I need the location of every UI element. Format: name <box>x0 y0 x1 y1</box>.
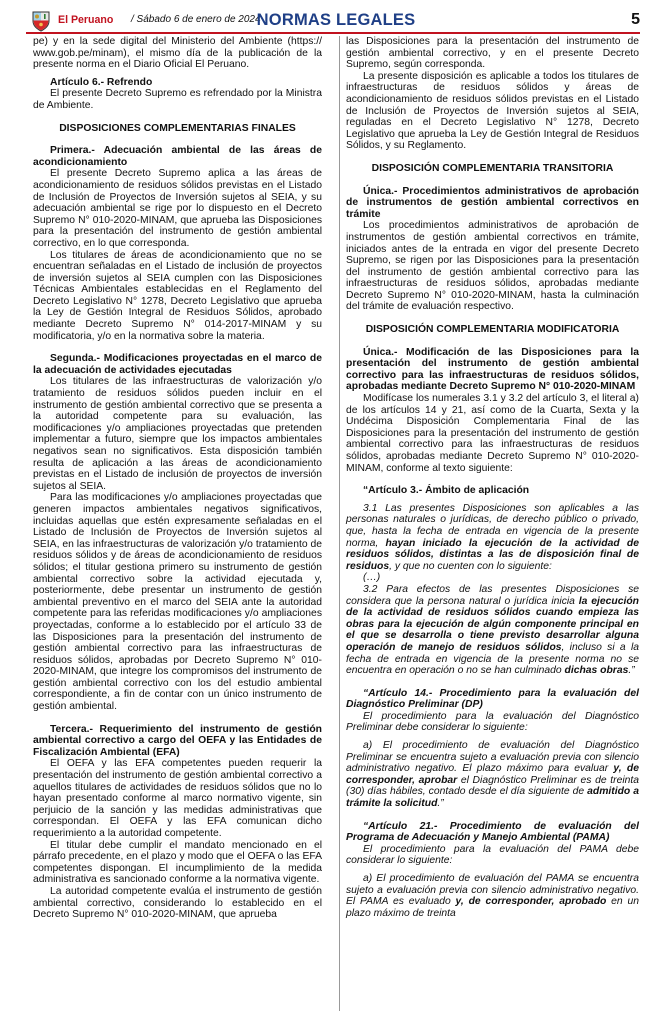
third-provision-p2: El titular debe cumplir el mandato mencionado en el párrafo precedente, en el plazo y modo que el OEFA o las EFA competentes dispongan. El incumplimiento de la medida administrativa es sancionado conforme a la normativa vigente. <box>33 839 322 886</box>
header-rule <box>26 32 640 34</box>
third-provision-p3: La autoridad competente evalúa el instrumento de gestión ambiental correctivo, considerando lo establecido en el Decreto Supremo N° 010-2020-MINAM, que aprueba <box>33 885 322 921</box>
article-14-title: “Artículo 14.- Procedimiento para la evaluación del Diagnóstico Preliminar (DP) <box>346 687 639 711</box>
article-21-intro: El procedimiento para la evaluación del PAMA debe considerar lo siguiente: <box>346 843 639 867</box>
modifying-provision-heading: DISPOSICIÓN COMPLEMENTARIA MODIFICATORIA <box>365 324 620 336</box>
first-provision-p1: El presente Decreto Supremo aplica a las áreas de acondicionamiento de residuos sólidos previstas en el Listado de Inclusión de Proyectos de Inversión sujetos al SEIA, y su adecuación ambiental se rige por lo dispuesto en el Decreto Supremo N° 010-2020-MINAM, que aprueba las Disposiciones para la presentación del instrumento de gestión ambiental correctivo, en lo que corresponda. <box>33 168 322 249</box>
third-provision-title: Tercera.- Requerimiento del instrumento de gestión ambiental correctivo a cargo del OEFA y las Entidades de Fiscalización Ambiental (EFA) <box>33 723 322 758</box>
third-provision-p1: El OEFA y las EFA competentes pueden requerir la presentación del instrumento de gestión ambiental correctivo a aquellos titulares de actividades de residuos sólidos que no lo hayan presentado conforme al marco normativo vigente, sin perjuicio de la sanción y las medidas administrativas que correspondan. El OEFA y las EFA comunican dicho requerimiento a la autoridad competente. <box>33 758 322 839</box>
continued-paragraph-right: las Disposiciones para la presentación del instrumento de gestión ambiental correctivo, y en el presente Decreto Supremo, según corresponda. <box>346 36 639 71</box>
issue-date: / Sábado 6 de enero de 2024 <box>131 14 261 25</box>
left-column <box>33 36 322 921</box>
article-14-intro: El procedimiento para la evaluación del Diagnóstico Preliminar debe considerar lo siguiente: <box>346 710 639 734</box>
article-3-2: 3.2 Para efectos de las presentes Disposiciones se considera que la persona natural o jurídica inicia la ejecución de la actividad de residuos sólidos cuando empieza las obras para la ejecución de algún componente principal en el que se desarrolla o tiene previsto desarrollar alguna operación de manejo de residuos sólidos, incluso si a la fecha de entrada en vigencia de la presente norma no se encuentra en operación o no se han culminado dichas obras.” <box>346 583 640 677</box>
article-6-text: El presente Decreto Supremo es refrendado por la Ministra de Ambiente. <box>33 88 322 111</box>
transitory-single-title: Única.- Procedimientos administrativos de aprobación de instrumentos de gestión ambiental correctivos en trámite <box>346 185 639 220</box>
article-21-a: a) El procedimiento de evaluación del PAMA se encuentra sujeto a evaluación previa con silencio administrativo negativo. El PAMA es evaluado y, de corresponder, aprobado en un plazo máximo de treinta <box>346 873 640 919</box>
ellipsis: (…) <box>363 572 381 584</box>
page-header <box>30 9 642 31</box>
transitory-single-text: Los procedimientos administrativos de aprobación de instrumentos de gestión ambiental correctivos en trámite, iniciados antes de la entrada en vigor del presente Decreto Supremo, se rigen por las Disposiciones para la presentación del instrumento de gestión ambiental correctivo para las infraestructuras de residuos sólidos, aprobadas mediante Decreto Supremo N° 010-2020-MINAM, hasta la culminación del trámite de evaluación respectivo. <box>346 220 639 313</box>
second-provision-p2: Para las modificaciones y/o ampliaciones proyectadas que generen impactos ambientales negativos significativos, incluidas aquellas que estén expresamente señaladas en el Listado de Inclusión de Proyectos de Inversión sujetos al SEIA, en las infraestructuras de valorización y/o tratamiento de residuos sólidos y de áreas de acondicionamiento de residuos sólidos; el titular gestiona primero su instrumento de gestión ambiental correctivo sobre la actividad ejecutada y, posteriormente, debe presentar un instrumento de gestión ambiental preventivo en el marco del SEIA ante la autoridad competente para las referidas modificaciones y/o ampliaciones proyectadas, conforme a lo establecido por el artículo 33 de las Disposiciones para la presentación del instrumento de gestión ambiental correctivo para las infraestructuras de residuos sólidos, aprobadas por Decreto Supremo N° 010-2020-MINAM, que integre los compromisos del instrumento de gestión ambiental correctivo con los del estudio ambiental correspondiente, a fin de contar con un único instrumento de gestión ambiental. <box>33 492 322 713</box>
section-title: NORMAS LEGALES <box>256 11 416 29</box>
article-21-title: “Artículo 21.- Procedimiento de evaluación del Programa de Adecuación y Manejo Ambiental (PAMA) <box>346 820 639 844</box>
newspaper-brand: El Peruano <box>58 14 114 26</box>
modifying-single-text: Modifícase los numerales 3.1 y 3.2 del artículo 3, el literal a) de los artículos 14 y 21, así como de la Cuarta, Sexta y la Undécima Disposición Complementaria Final de las Disposiciones para la presentación del instrumento de gestión ambiental correctivo para las infraestructuras de residuos sólidos, aprobadas mediante Decreto Supremo N° 010-2020-MINAM, conforme al texto siguiente: <box>346 393 639 474</box>
article-3-1: 3.1 Las presentes Disposiciones son aplicables a las personas naturales o jurídicas, de derecho público o privado, que, hasta la fecha de entrada en vigencia de la presente norma, hayan iniciado la ejecución de la actividad de residuos sólidos, distintas a las de disposición final de residuos, y que no cuenten con lo siguiente: <box>346 502 639 572</box>
column-divider <box>339 36 340 1011</box>
article-3-title: “Artículo 3.- Ámbito de aplicación <box>363 485 530 497</box>
first-provision-title: Primera.- Adecuación ambiental de las áreas de acondicionamiento <box>33 145 322 168</box>
page-number: 5 <box>631 11 640 28</box>
second-provision-title: Segunda.- Modificaciones proyectadas en el marco de la adecuación de actividades ejecutadas <box>33 353 322 376</box>
final-provisions-heading: DISPOSICIONES COMPLEMENTARIAS FINALES <box>59 122 296 134</box>
article-14-a: a) El procedimiento de evaluación del Diagnóstico Preliminar se encuentra sujeto a evaluación previa con silencio administrativo negativo. El plazo máximo para evaluar y, de corresponder, aprobar el Diagnóstico Preliminar es de treinta (30) días hábiles, contado desde el día siguiente de admitido a trámite la solicitud.” <box>346 740 640 810</box>
article-6-title: Artículo 6.- Refrendo <box>50 76 153 88</box>
modifying-single-title: Única.- Modificación de las Disposiciones para la presentación del instrumento de gestión ambiental correctivo para las infraestructuras de residuos sólidos, aprobadas mediante Decreto Supremo N° 010-2020-MINAM <box>346 346 639 393</box>
transitory-provision-heading: DISPOSICIÓN COMPLEMENTARIA TRANSITORIA <box>371 162 614 174</box>
second-provision-p1: Los titulares de las infraestructuras de valorización y/o tratamiento de residuos sólidos pueden incluir en el instrumento de gestión ambiental correctivo que se presenta a la autoridad competente para su evaluación, las modificaciones y/o ampliaciones proyectadas que pretenden implementar a futuro, siempre que los impactos ambientales negativos sean no significativos. Esta disposición también resulta de aplicación a las áreas de acondicionamiento previstas en el Listado de inclusión de proyectos de inversión sujetos al SEIA. <box>33 376 322 492</box>
first-provision-p2: Los titulares de áreas de acondicionamiento que no se encuentran señaladas en el Listado de inclusión de proyectos de inversión sujetos al SEIA cumplen con las Disposiciones Técnicas Ambientales establecidas en el Reglamento del Decreto Legislativo N° 1278, Decreto Legislativo que aprueba la Ley de Gestión Integral de Residuos Sólidos, aprobado mediante Decreto Supremo N° 014-2017-MINAM y su modificatoria, y/o en la normativa sobre la materia. <box>33 249 322 342</box>
applicability-paragraph: La presente disposición es aplicable a todos los titulares de infraestructuras de residuos sólidos y áreas de acondicionamiento de residuos sólidos previstas en el Listado de Inclusión de Proyectos de Inversión sujetos al SEIA, reguladas en el Decreto Legislativo N° 1278, Decreto Legislativo que aprueba la Ley de Gestión Integral de Residuos Sólidos, y su Reglamento. <box>346 70 639 152</box>
continued-paragraph: pe) y en la sede digital del Ministerio del Ambiente (https:// www.gob.pe/minam), el mismo día de la publicación de la presente norma en el Diario Oficial El Peruano. <box>33 36 322 71</box>
right-column <box>346 36 639 919</box>
